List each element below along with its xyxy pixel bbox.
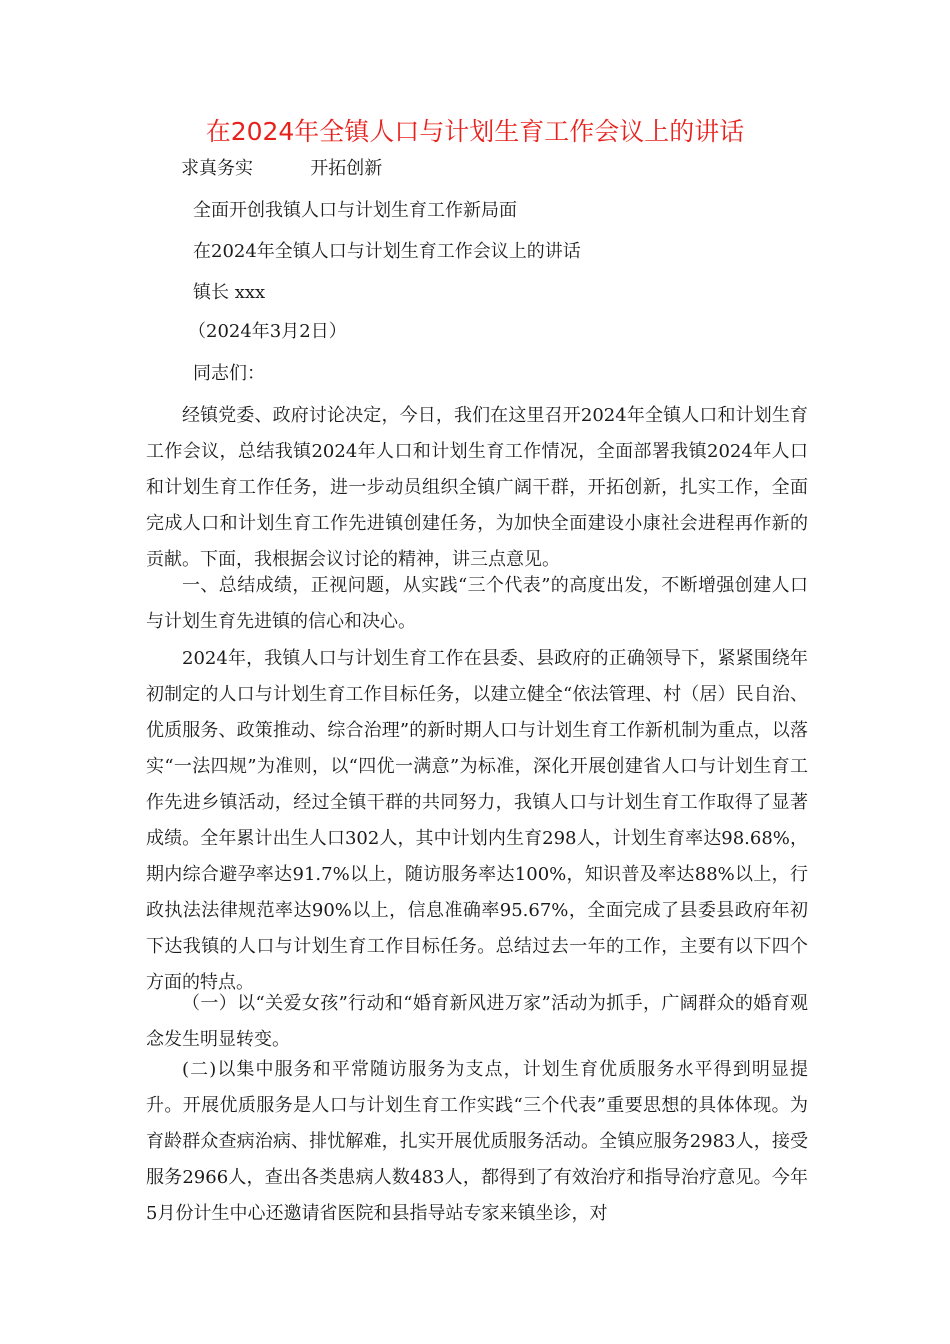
subtitle-speech: 在2024年全镇人口与计划生育工作会议上的讲话 [193, 241, 581, 262]
motto: 求真务实 开拓创新 [181, 158, 383, 179]
speech-date: （2024年3月2日） [188, 321, 347, 342]
speaker: 镇长 xxx [193, 282, 266, 303]
subtitle: 全面开创我镇人口与计划生育工作新局面 [193, 200, 517, 221]
paragraph-achievements: 2024年，我镇人口与计划生育工作在县委、县政府的正确领导下，紧紧围绕年初制定的人口与计划生育工作目标任务，以建立健全“依法管理、村（居）民自治、优质服务、政策推动、综合治理”的新时期人口与计划生育工作新机制为重点，以落实“一法四规”为准则，以“四优一满意”为标准，深化开展创建省人口与计划生育工作先进乡镇活动，经过全镇干群的共同努力，我镇人口与计划生育工作取得了显著成绩。全年累计出生人口302人，其中计划内生育298人，计划生育率达98.68%，期内综合避孕率达91.7%以上，随访服务率达100%，知识普及率达88%以上，行政执法法律规范率达90%以上，信息准确率95.67%，全面完成了县委县政府年初下达我镇的人口与计划生育工作目标任务。总结过去一年的工作，主要有以下四个方面的特点。 [146, 648, 808, 993]
salutation: 同志们： [193, 363, 265, 384]
paragraph-point-two: (二)以集中服务和平常随访服务为支点，计划生育优质服务水平得到明显提升。开展优质服务是人口与计划生育工作实践“三个代表”重要思想的具体体现。为育龄群众查病治病、排忧解难，扎实开展优质服务活动。全镇应服务2983人，接受服务2966人，查出各类患病人数483人，都得到了有效治疗和指导治疗意见。今年5月份计生中心还邀请省医院和县指导站专家来镇坐诊，对 [146, 1059, 808, 1224]
paragraph-point-one: （一）以“关爱女孩”行动和“婚育新风进万家”活动为抓手，广阔群众的婚育观念发生明显转变。 [146, 993, 808, 1050]
paragraph-intro: 经镇党委、政府讨论决定，今日，我们在这里召开2024年全镇人口和计划生育工作会议，总结我镇2024年人口和计划生育工作情况，全面部署我镇2024年人口和计划生育工作任务，进一步动员组织全镇广阔干群，开拓创新，扎实工作，全面完成人口和计划生育工作先进镇创建任务，为加快全面建设小康社会进程再作新的贡献。下面，我根据会议讨论的精神，讲三点意见。 [146, 405, 808, 570]
paragraph-section-one: 一、总结成绩，正视问题，从实践“三个代表”的高度出发，不断增强创建人口与计划生育先进镇的信心和决心。 [146, 575, 808, 632]
document-title: 在2024年全镇人口与计划生育工作会议上的讲话 [205, 117, 745, 146]
